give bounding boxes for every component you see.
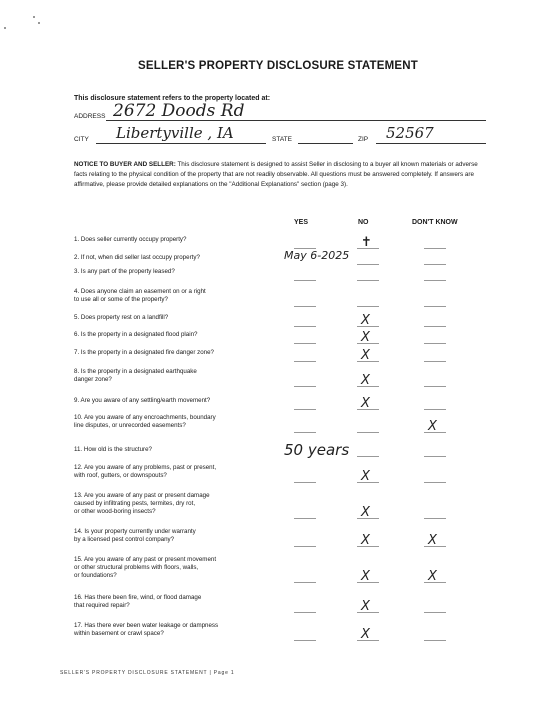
zip-value: 52567 [386, 124, 434, 142]
question-text: 1. Does seller currently occupy property? [74, 236, 187, 243]
question-text: 11. How old is the structure? [74, 446, 152, 453]
dont-know-answer-line[interactable] [424, 264, 446, 265]
no-answer-mark: X [361, 599, 370, 614]
no-column-header: NO [358, 219, 369, 226]
no-answer-mark: X [361, 348, 370, 363]
yes-answer-line[interactable] [294, 546, 316, 547]
question-text: 16. Has there been fire, wind, or flood damage that required repair? [74, 594, 202, 609]
dont-know-answer-line[interactable] [424, 640, 446, 641]
dont-know-answer-line[interactable] [424, 326, 446, 327]
question-text: 5. Does property rest on a landfill? [74, 314, 169, 321]
zip-underline [376, 143, 486, 144]
yes-answer-line[interactable] [294, 386, 316, 387]
address-label: ADDRESS [74, 113, 106, 120]
question-text: 6. Is the property in a designated flood plain? [74, 331, 198, 338]
page-title: SELLER'S PROPERTY DISCLOSURE STATEMENT [138, 60, 418, 72]
question-text: 13. Are you aware of any past or present damage caused by infiltrating pests, termites, dry rot, or other wood-boring insects? [74, 492, 210, 515]
yes-answer-line[interactable] [294, 343, 316, 344]
no-answer-line[interactable] [357, 264, 379, 265]
yes-answer-line[interactable] [294, 482, 316, 483]
dont-know-answer-mark: X [428, 569, 437, 584]
no-answer-line[interactable] [357, 432, 379, 433]
dont-know-answer-line[interactable] [424, 306, 446, 307]
no-answer-line[interactable] [357, 306, 379, 307]
dont-know-answer-line[interactable] [424, 280, 446, 281]
question-text: 8. Is the property in a designated earthquake danger zone? [74, 368, 197, 383]
question-text: 2. If not, when did seller last occupy property? [74, 254, 200, 261]
no-answer-mark: ✝ [361, 235, 372, 250]
no-answer-mark: X [361, 627, 370, 642]
no-answer-mark: X [361, 330, 370, 345]
notice-paragraph [74, 160, 486, 190]
question-text: 4. Does anyone claim an easement on or a right to use all or some of the property? [74, 288, 206, 303]
yes-answer-line[interactable] [294, 326, 316, 327]
yes-answer-mark: 50 years [284, 441, 350, 459]
scan-speck [4, 27, 6, 29]
notice-body: This disclosure statement is designed to assist Seller in disclosing to a buyer all known materials or adverse facts relating to the physical condition of the property that are not readily observable. All questions must be answered completely. If answers are affirmative, please provide detailed explanations on the "Additional Explanations" section (page 3). [74, 161, 478, 188]
dont-know-answer-line[interactable] [424, 386, 446, 387]
no-answer-mark: X [361, 313, 370, 328]
yes-answer-line[interactable] [294, 306, 316, 307]
yes-answer-mark: May 6-2025 [284, 249, 350, 262]
page-footer: SELLER'S PROPERTY DISCLOSURE STATEMENT | Page 1 [60, 670, 235, 676]
no-answer-line[interactable] [357, 456, 379, 457]
yes-answer-line[interactable] [294, 361, 316, 362]
dont-know-answer-mark: X [428, 419, 437, 434]
yes-answer-line[interactable] [294, 280, 316, 281]
yes-answer-line[interactable] [294, 409, 316, 410]
yes-column-header: YES [294, 219, 309, 226]
intro-text: This disclosure statement refers to the property located at: [74, 95, 271, 102]
zip-label: ZIP [358, 136, 369, 143]
dont-know-answer-line[interactable] [424, 248, 446, 249]
no-answer-mark: X [361, 373, 370, 388]
address-value: 2672 Doods Rd [113, 101, 245, 121]
dont-know-answer-line[interactable] [424, 361, 446, 362]
no-answer-line[interactable] [357, 280, 379, 281]
question-text: 10. Are you aware of any encroachments, boundary line disputes, or unrecorded easements? [74, 414, 216, 429]
yes-answer-line[interactable] [294, 612, 316, 613]
scan-speck [33, 16, 35, 18]
yes-answer-line[interactable] [294, 582, 316, 583]
dont-know-answer-line[interactable] [424, 482, 446, 483]
question-text: 12. Are you aware of any problems, past or present, with roof, gutters, or downspouts? [74, 464, 217, 479]
state-underline [298, 143, 353, 144]
dont-know-answer-line[interactable] [424, 409, 446, 410]
city-value: Libertyville , IA [116, 124, 234, 142]
city-label: CITY [74, 136, 89, 143]
question-text: 15. Are you aware of any past or present movement or other structural problems with floors, walls, or foundations? [74, 556, 217, 579]
dont-know-answer-line[interactable] [424, 343, 446, 344]
dont-know-answer-mark: X [428, 533, 437, 548]
dont-know-answer-line[interactable] [424, 456, 446, 457]
no-answer-mark: X [361, 505, 370, 520]
yes-answer-line[interactable] [294, 432, 316, 433]
dont-know-answer-line[interactable] [424, 518, 446, 519]
no-answer-mark: X [361, 396, 370, 411]
city-underline [96, 143, 266, 144]
notice-lead: NOTICE TO BUYER AND SELLER: [74, 161, 176, 168]
question-text: 14. Is your property currently under warranty by a licensed pest control company? [74, 528, 196, 543]
scan-speck [38, 22, 40, 24]
state-label: STATE [272, 136, 292, 143]
yes-answer-line[interactable] [294, 640, 316, 641]
dont-know-answer-line[interactable] [424, 612, 446, 613]
question-text: 3. Is any part of the property leased? [74, 268, 175, 275]
question-text: 7. Is the property in a designated fire danger zone? [74, 349, 214, 356]
question-text: 9. Are you aware of any settling/earth movement? [74, 397, 211, 404]
no-answer-mark: X [361, 469, 370, 484]
no-answer-mark: X [361, 533, 370, 548]
yes-answer-line[interactable] [294, 518, 316, 519]
question-text: 17. Has there ever been water leakage or dampness within basement or crawl space? [74, 622, 219, 637]
dont-know-column-header: DON'T KNOW [412, 219, 458, 226]
no-answer-mark: X [361, 569, 370, 584]
